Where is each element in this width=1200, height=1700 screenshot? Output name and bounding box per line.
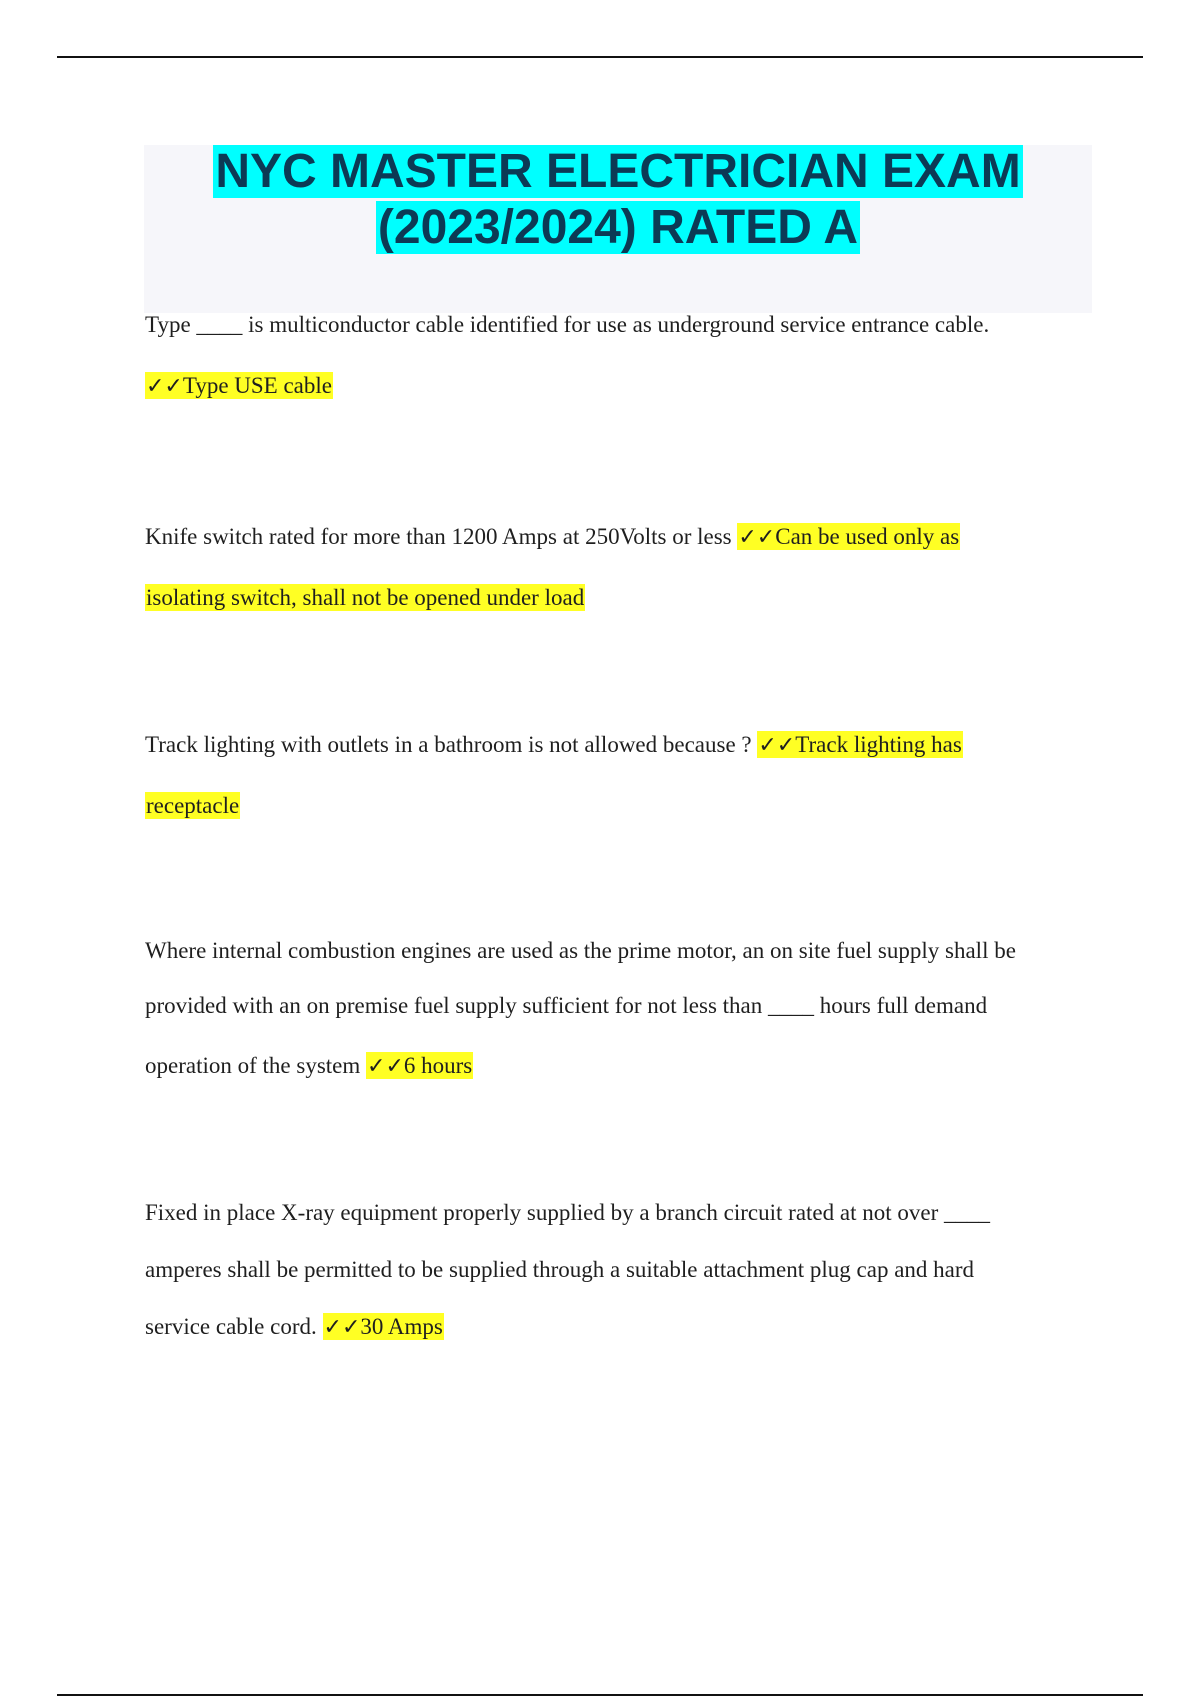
check-mark-icon: ✓✓ [146, 374, 183, 399]
header-rule [57, 56, 1143, 58]
title-line-2: (2023/2024) RATED A [377, 201, 859, 254]
answer-text: Can be used only as [775, 524, 960, 549]
answer-text: Type USE cable [182, 373, 332, 398]
question-text: Knife switch rated for more than 1200 Amps at 250Volts or less [145, 524, 732, 549]
answer-text-continued: receptacle [146, 793, 240, 818]
check-mark-icon: ✓✓ [758, 733, 796, 758]
question-text: Track lighting with outlets in a bathroom is not allowed because ? [145, 732, 752, 757]
question-text: Type ____ is multiconductor cable identified for use as underground service entrance cable. [145, 312, 990, 337]
answer-highlight [145, 372, 333, 399]
answer-text: 6 hours [403, 1053, 473, 1078]
answer-text: 30 Amps [360, 1314, 443, 1339]
question-text: amperes shall be permitted to be supplied through a suitable attachment plug cap and hard [145, 1257, 975, 1282]
check-mark-icon: ✓✓ [323, 1315, 361, 1340]
question-text: operation of the system [145, 1053, 361, 1078]
check-mark-icon: ✓✓ [367, 1054, 404, 1079]
title-line-1: NYC MASTER ELECTRICIAN EXAM [215, 145, 1021, 198]
question-text: service cable cord. [145, 1314, 317, 1339]
question-text: Where internal combustion engines are used as the prime motor, an on site fuel supply shall be [145, 938, 1016, 963]
answer-text-continued: isolating switch, shall not be opened under load [146, 585, 585, 610]
answer-text: Track lighting has [795, 732, 962, 757]
footer-rule [57, 1694, 1143, 1696]
question-text: provided with an on premise fuel supply sufficient for not less than ____ hours full demand [145, 993, 988, 1018]
answer-highlight [323, 1313, 444, 1340]
answer-highlight [366, 1052, 473, 1079]
check-mark-icon: ✓✓ [738, 525, 776, 550]
answer-highlight [757, 731, 962, 758]
answer-highlight [737, 523, 960, 550]
page-title [144, 144, 1092, 256]
question-text: Fixed in place X-ray equipment properly supplied by a branch circuit rated at not over ____ [145, 1200, 990, 1225]
